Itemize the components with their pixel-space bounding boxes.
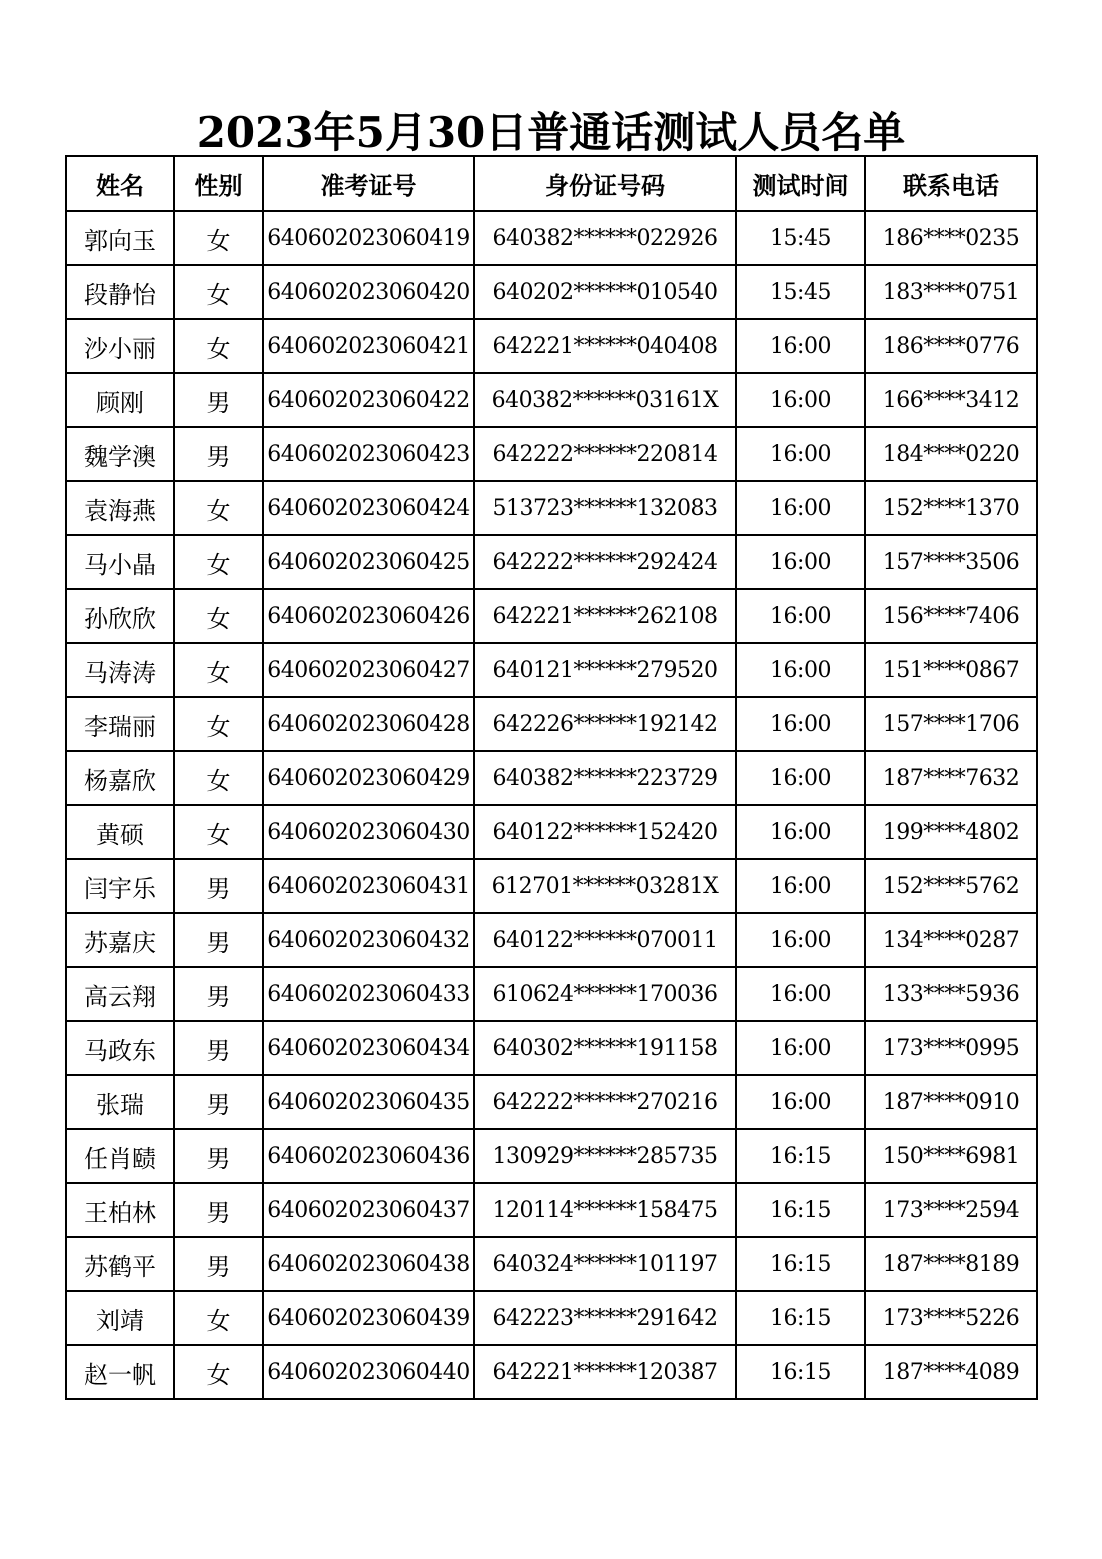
exam-id-cell: 640602023060429 [263,751,474,805]
name-cell: 袁海燕 [66,481,174,535]
test-time-cell: 16:00 [736,859,865,913]
exam-id-cell: 640602023060431 [263,859,474,913]
gender-cell: 男 [174,967,263,1021]
phone-cell: 133****5936 [865,967,1037,1021]
test-time-cell: 16:00 [736,1021,865,1075]
gender-cell: 女 [174,481,263,535]
name-cell: 杨嘉欣 [66,751,174,805]
roster-table [65,155,1038,1400]
test-time-cell: 16:00 [736,481,865,535]
id-number-cell: 642223******291642 [474,1291,736,1345]
exam-id-cell: 640602023060432 [263,913,474,967]
name-cell: 张瑞 [66,1075,174,1129]
id-number-cell: 642221******262108 [474,589,736,643]
gender-cell: 女 [174,535,263,589]
header-phone: 联系电话 [865,156,1037,211]
phone-cell: 186****0776 [865,319,1037,373]
test-time-cell: 16:00 [736,805,865,859]
name-cell: 沙小丽 [66,319,174,373]
test-time-cell: 16:00 [736,967,865,1021]
exam-id-cell: 640602023060423 [263,427,474,481]
exam-id-cell: 640602023060440 [263,1345,474,1399]
phone-cell: 152****1370 [865,481,1037,535]
id-number-cell: 642222******270216 [474,1075,736,1129]
exam-id-cell: 640602023060438 [263,1237,474,1291]
name-cell: 闫宇乐 [66,859,174,913]
exam-id-cell: 640602023060425 [263,535,474,589]
table-row [66,1183,1037,1237]
phone-cell: 157****3506 [865,535,1037,589]
table-row [66,1291,1037,1345]
name-cell: 马政东 [66,1021,174,1075]
test-time-cell: 16:15 [736,1129,865,1183]
exam-id-cell: 640602023060420 [263,265,474,319]
id-number-cell: 640382******223729 [474,751,736,805]
phone-cell: 187****0910 [865,1075,1037,1129]
exam-id-cell: 640602023060433 [263,967,474,1021]
exam-id-cell: 640602023060437 [263,1183,474,1237]
exam-id-cell: 640602023060435 [263,1075,474,1129]
header-name: 姓名 [66,156,174,211]
id-number-cell: 640121******279520 [474,643,736,697]
table-row [66,427,1037,481]
name-cell: 王柏林 [66,1183,174,1237]
id-number-cell: 640122******152420 [474,805,736,859]
id-number-cell: 640324******101197 [474,1237,736,1291]
exam-id-cell: 640602023060428 [263,697,474,751]
header-id-number: 身份证号码 [474,156,736,211]
name-cell: 顾刚 [66,373,174,427]
id-number-cell: 120114******158475 [474,1183,736,1237]
table-row [66,751,1037,805]
test-time-cell: 16:00 [736,535,865,589]
phone-cell: 186****0235 [865,211,1037,265]
test-time-cell: 16:00 [736,751,865,805]
test-time-cell: 16:00 [736,643,865,697]
phone-cell: 187****4089 [865,1345,1037,1399]
test-time-cell: 16:15 [736,1237,865,1291]
table-row [66,1345,1037,1399]
header-exam-id: 准考证号 [263,156,474,211]
id-number-cell: 640202******010540 [474,265,736,319]
exam-id-cell: 640602023060439 [263,1291,474,1345]
gender-cell: 男 [174,1075,263,1129]
table-row [66,1021,1037,1075]
phone-cell: 151****0867 [865,643,1037,697]
id-number-cell: 513723******132083 [474,481,736,535]
gender-cell: 男 [174,427,263,481]
exam-id-cell: 640602023060424 [263,481,474,535]
table-row [66,967,1037,1021]
gender-cell: 女 [174,265,263,319]
test-time-cell: 16:15 [736,1345,865,1399]
phone-cell: 183****0751 [865,265,1037,319]
name-cell: 黄硕 [66,805,174,859]
test-time-cell: 15:45 [736,265,865,319]
table-row [66,211,1037,265]
gender-cell: 女 [174,1345,263,1399]
header-gender: 性别 [174,156,263,211]
table-row [66,1237,1037,1291]
exam-id-cell: 640602023060430 [263,805,474,859]
gender-cell: 男 [174,859,263,913]
gender-cell: 女 [174,697,263,751]
name-cell: 苏嘉庆 [66,913,174,967]
test-time-cell: 16:00 [736,913,865,967]
id-number-cell: 130929******285735 [474,1129,736,1183]
name-cell: 郭向玉 [66,211,174,265]
exam-id-cell: 640602023060426 [263,589,474,643]
phone-cell: 150****6981 [865,1129,1037,1183]
table-row [66,1075,1037,1129]
exam-id-cell: 640602023060427 [263,643,474,697]
name-cell: 魏学澳 [66,427,174,481]
name-cell: 孙欣欣 [66,589,174,643]
id-number-cell: 640122******070011 [474,913,736,967]
name-cell: 赵一帆 [66,1345,174,1399]
exam-id-cell: 640602023060421 [263,319,474,373]
phone-cell: 152****5762 [865,859,1037,913]
id-number-cell: 640302******191158 [474,1021,736,1075]
gender-cell: 女 [174,1291,263,1345]
table-row [66,319,1037,373]
id-number-cell: 642222******220814 [474,427,736,481]
gender-cell: 女 [174,643,263,697]
phone-cell: 199****4802 [865,805,1037,859]
test-time-cell: 16:15 [736,1183,865,1237]
test-time-cell: 16:00 [736,589,865,643]
table-row [66,373,1037,427]
header-row [66,156,1037,211]
id-number-cell: 612701******03281X [474,859,736,913]
id-number-cell: 640382******03161X [474,373,736,427]
name-cell: 刘靖 [66,1291,174,1345]
table-row [66,859,1037,913]
test-time-cell: 16:15 [736,1291,865,1345]
gender-cell: 男 [174,913,263,967]
table-row [66,697,1037,751]
exam-id-cell: 640602023060419 [263,211,474,265]
phone-cell: 173****0995 [865,1021,1037,1075]
test-time-cell: 16:00 [736,1075,865,1129]
table-row [66,265,1037,319]
gender-cell: 男 [174,1183,263,1237]
table-row [66,913,1037,967]
table-row [66,805,1037,859]
test-time-cell: 15:45 [736,211,865,265]
test-time-cell: 16:00 [736,697,865,751]
name-cell: 苏鹤平 [66,1237,174,1291]
gender-cell: 女 [174,319,263,373]
id-number-cell: 610624******170036 [474,967,736,1021]
header-test-time: 测试时间 [736,156,865,211]
gender-cell: 女 [174,805,263,859]
name-cell: 段静怡 [66,265,174,319]
id-number-cell: 642222******292424 [474,535,736,589]
test-time-cell: 16:00 [736,427,865,481]
exam-id-cell: 640602023060436 [263,1129,474,1183]
id-number-cell: 642226******192142 [474,697,736,751]
gender-cell: 男 [174,373,263,427]
phone-cell: 166****3412 [865,373,1037,427]
table-row [66,643,1037,697]
gender-cell: 男 [174,1021,263,1075]
table-row [66,589,1037,643]
gender-cell: 男 [174,1237,263,1291]
test-time-cell: 16:00 [736,319,865,373]
phone-cell: 134****0287 [865,913,1037,967]
phone-cell: 187****7632 [865,751,1037,805]
phone-cell: 184****0220 [865,427,1037,481]
gender-cell: 男 [174,1129,263,1183]
name-cell: 任肖赜 [66,1129,174,1183]
phone-cell: 156****7406 [865,589,1037,643]
roster-body [66,211,1037,1399]
gender-cell: 女 [174,751,263,805]
exam-id-cell: 640602023060434 [263,1021,474,1075]
exam-id-cell: 640602023060422 [263,373,474,427]
phone-cell: 157****1706 [865,697,1037,751]
test-time-cell: 16:00 [736,373,865,427]
phone-cell: 173****2594 [865,1183,1037,1237]
name-cell: 马小晶 [66,535,174,589]
gender-cell: 女 [174,589,263,643]
gender-cell: 女 [174,211,263,265]
table-row [66,535,1037,589]
id-number-cell: 642221******120387 [474,1345,736,1399]
name-cell: 高云翔 [66,967,174,1021]
id-number-cell: 642221******040408 [474,319,736,373]
name-cell: 马涛涛 [66,643,174,697]
id-number-cell: 640382******022926 [474,211,736,265]
name-cell: 李瑞丽 [66,697,174,751]
phone-cell: 173****5226 [865,1291,1037,1345]
table-row [66,1129,1037,1183]
page-title: 2023年5月30日普通话测试人员名单 [196,108,906,157]
phone-cell: 187****8189 [865,1237,1037,1291]
table-row [66,481,1037,535]
